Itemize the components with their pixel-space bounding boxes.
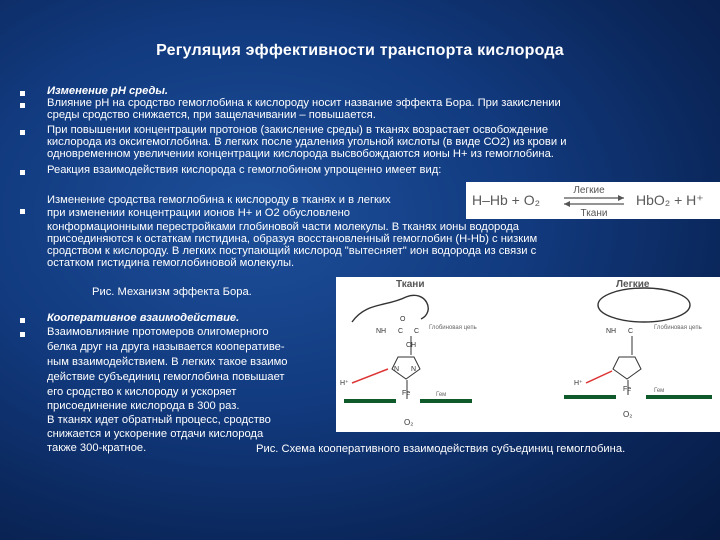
bullet-6 xyxy=(20,318,25,323)
bullet-1 xyxy=(20,91,25,96)
reverse-arrowhead xyxy=(564,201,570,207)
svg-text:Fe: Fe xyxy=(402,390,411,397)
item-coop-line-9: также 300-кратное. xyxy=(47,442,147,454)
right-globin-chain xyxy=(598,288,690,322)
svg-text:H⁺: H⁺ xyxy=(574,380,583,387)
svg-text:N: N xyxy=(394,366,400,373)
right-heme-bar-b xyxy=(646,395,712,399)
item-affinity-line-5: сродством к кислороду. В легких поступающий кислород "вытесняет" ион водорода из связи с xyxy=(47,245,537,257)
equation-bottom-label: Ткани xyxy=(580,208,608,219)
svg-text:Гем: Гем xyxy=(436,392,447,398)
diagram-right-title: Легкие xyxy=(616,279,650,290)
cooperative-diagram-graphic xyxy=(336,277,720,432)
left-heme-bar-a xyxy=(344,399,396,403)
item-bohr-line-2: среды сродство снижается, при защелачивании – повышается. xyxy=(47,109,376,121)
svg-text:H⁺: H⁺ xyxy=(340,380,349,387)
bullet-5 xyxy=(20,209,25,214)
item-coop-line-8: снижается и ускорение отдачи кислорода xyxy=(47,428,264,440)
item-coop-line-1: Взаимовлияние протомеров олигомерного xyxy=(47,326,269,338)
equation-right: HbO₂ + H⁺ xyxy=(636,192,704,208)
item-coop-heading: Кооперативное взаимодействие. xyxy=(47,312,240,324)
item-coop-line-3: ным взаимодействием. В легких такое взаимо xyxy=(47,356,288,368)
svg-text:Глобиновая цепь: Глобиновая цепь xyxy=(654,325,702,331)
right-heme-bar-a xyxy=(564,395,616,399)
slide-title: Регуляция эффективности транспорта кислорода xyxy=(156,42,564,59)
svg-text:O₂: O₂ xyxy=(404,418,414,427)
item-reaction-line: Реакция взаимодействия кислорода с гемоглобином упрощенно имеет вид: xyxy=(47,164,442,176)
bullet-2 xyxy=(20,103,25,108)
item-affinity-line-4: присоединяются к остаткам гистидина, образуя восстановленный гемоглобин (Н-Hb) с низким xyxy=(47,233,538,245)
bullet-7 xyxy=(20,332,25,337)
left-heme-bar-b xyxy=(420,399,472,403)
item-affinity-line-6: остатком гистидина гемоглобиновой молекулы. xyxy=(47,257,295,269)
left-proton-arrow xyxy=(352,369,388,383)
forward-arrowhead xyxy=(618,195,624,201)
item-protons-line-2: кислорода из оксигемоглобина. В легких после удаления угольной кислоты (в виде СО2) из крови и xyxy=(47,136,567,148)
svg-text:Гем: Гем xyxy=(654,388,665,394)
svg-text:NH: NH xyxy=(606,328,617,335)
item-protons-line-1: При повышении концентрации протонов (закисление среды) в тканях возрастает освобождение xyxy=(47,124,549,136)
equation-left: H–Hb + O₂ xyxy=(472,192,541,208)
item-affinity-line-3: конформационными перестройками глобиновой части молекулы. В тканях ионы водорода xyxy=(47,221,519,233)
item-ph-heading: Изменение рН среды. xyxy=(47,85,169,97)
left-globin-chain xyxy=(352,295,428,322)
reaction-equation xyxy=(466,182,720,219)
svg-text:O: O xyxy=(400,316,406,323)
reaction-equation-graphic xyxy=(466,182,720,219)
item-coop-line-6: присоединение кислорода в 300 раз. xyxy=(47,400,240,412)
cooperative-diagram xyxy=(336,277,720,432)
item-coop-line-5: его сродство к кислороду и ускоряет xyxy=(47,386,237,398)
item-coop-line-7: В тканях идет обратный процесс, сродство xyxy=(47,414,271,426)
svg-text:C: C xyxy=(628,328,634,335)
svg-text:C: C xyxy=(398,328,404,335)
svg-text:C: C xyxy=(414,328,420,335)
item-affinity-line-2: при изменении концентрации ионов Н+ и О2 обусловлено xyxy=(47,207,350,219)
item-protons-line-3: одновременном увеличении концентрации кислорода высвобождаются ионы Н+ из гемоглобина. xyxy=(47,148,554,160)
right-proton-arrow xyxy=(586,371,612,383)
diagram-left-title: Ткани xyxy=(396,279,425,290)
svg-text:NH: NH xyxy=(376,328,387,335)
right-histidine-ring xyxy=(613,357,641,379)
item-affinity-line-1: Изменение сродства гемоглобина к кислороду в тканях и в легких xyxy=(47,194,391,206)
svg-text:N: N xyxy=(411,366,417,373)
svg-text:CH: CH xyxy=(406,342,417,349)
item-bohr-line-1: Влияние рН на сродство гемоглобина к кислороду носит название эффекта Бора. При закислении xyxy=(47,97,561,109)
svg-text:Fe: Fe xyxy=(623,386,632,393)
bohr-figure-caption: Рис. Механизм эффекта Бора. xyxy=(92,286,252,298)
equation-top-label: Легкие xyxy=(573,185,605,196)
item-coop-line-2: белка друг на друга называется кооперативе- xyxy=(47,341,285,353)
bullet-3 xyxy=(20,130,25,135)
bullet-4 xyxy=(20,170,25,175)
svg-text:Глобиновая цепь: Глобиновая цепь xyxy=(429,325,477,331)
item-coop-line-4: действие субъединиц гемоглобина повышает xyxy=(47,371,285,383)
svg-text:O₂: O₂ xyxy=(623,410,633,419)
coop-figure-caption: Рис. Схема кооперативного взаимодействия субъединиц гемоглобина. xyxy=(256,443,626,455)
